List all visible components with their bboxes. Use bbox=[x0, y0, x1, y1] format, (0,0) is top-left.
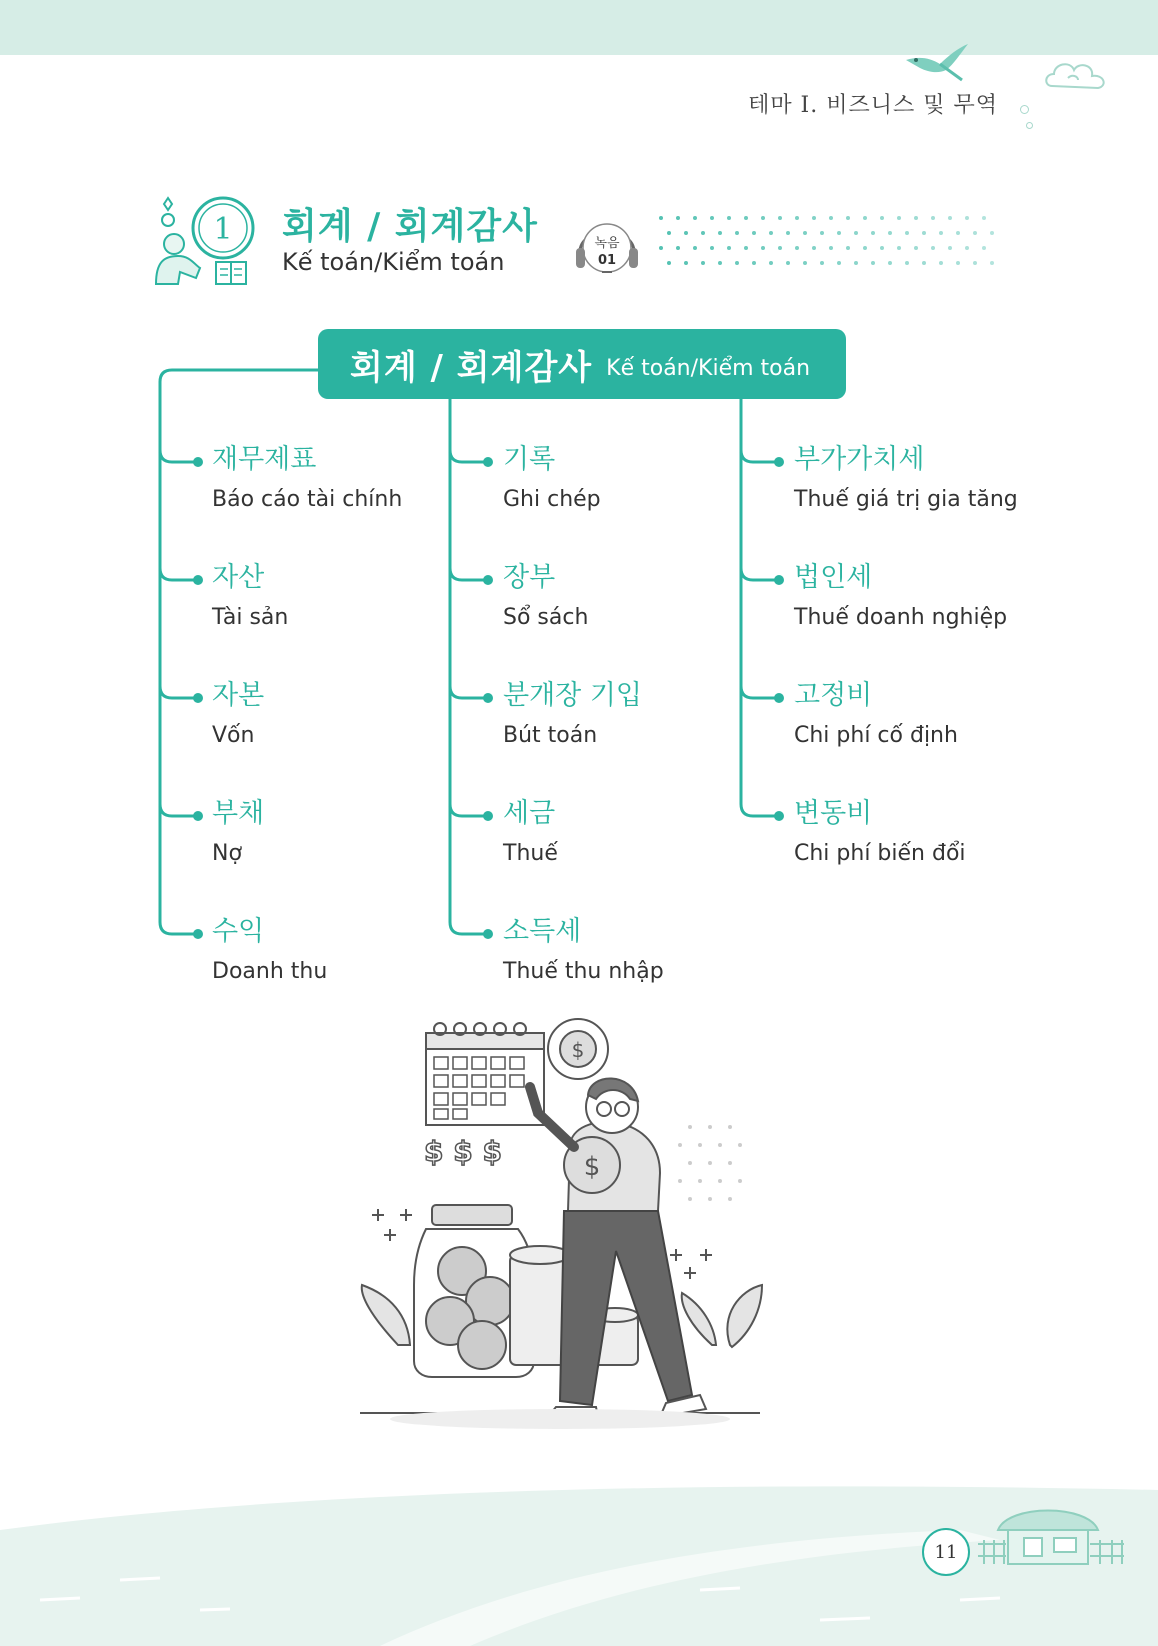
section-title-korean: 회계 / 회계감사 bbox=[282, 206, 538, 247]
dollar-signs: $ $ $ bbox=[424, 1135, 502, 1168]
vocab-item bbox=[503, 562, 588, 632]
vocab-korean: 장부 bbox=[503, 562, 556, 593]
vocab-korean: 자산 bbox=[212, 562, 265, 593]
vocab-item bbox=[503, 680, 642, 750]
vocab-item bbox=[212, 562, 288, 632]
vocab-vietnamese: Báo cáo tài chính bbox=[212, 487, 403, 512]
vocab-korean: 고정비 bbox=[794, 680, 873, 711]
vocab-vietnamese: Bút toán bbox=[503, 723, 598, 748]
mindmap-title-vietnamese: Kế toán/Kiểm toán bbox=[606, 355, 811, 381]
vocab-vietnamese: Vốn bbox=[212, 723, 255, 748]
vocab-korean: 변동비 bbox=[794, 798, 873, 829]
vocab-item bbox=[503, 444, 601, 514]
vocab-item bbox=[212, 680, 264, 750]
vocab-vietnamese: Nợ bbox=[212, 841, 242, 866]
vocab-vietnamese: Thuế giá trị gia tăng bbox=[794, 487, 1018, 512]
vocab-korean: 부채 bbox=[212, 798, 265, 829]
vocab-vietnamese: Tài sản bbox=[212, 605, 289, 630]
audio-label: 녹음 bbox=[594, 236, 620, 251]
vocab-korean: 부가가치세 bbox=[794, 444, 925, 475]
vocab-korean: 법인세 bbox=[794, 562, 873, 593]
mindmap-title-korean: 회계 / 회계감사 bbox=[350, 347, 593, 388]
vocab-item bbox=[503, 798, 558, 868]
vocab-item bbox=[794, 444, 1018, 514]
vocab-vietnamese: Thuế bbox=[503, 841, 558, 866]
svg-text:$: $ bbox=[571, 1038, 585, 1062]
vocab-korean: 세금 bbox=[503, 798, 556, 829]
mindmap-title-bar bbox=[318, 329, 846, 399]
vocab-item bbox=[794, 562, 1007, 632]
vocab-item bbox=[794, 798, 966, 868]
hut-icon bbox=[978, 1500, 1128, 1570]
vocab-korean: 수익 bbox=[212, 916, 265, 947]
vocab-korean: 재무제표 bbox=[212, 444, 317, 475]
vocab-korean: 기록 bbox=[503, 444, 556, 475]
vocab-item bbox=[212, 444, 402, 514]
vocab-item bbox=[212, 798, 264, 868]
svg-text:$: $ bbox=[583, 1152, 601, 1182]
vocab-vietnamese: Thuế doanh nghiệp bbox=[794, 605, 1008, 630]
vocab-item bbox=[212, 916, 327, 986]
vocab-vietnamese: Sổ sách bbox=[503, 605, 589, 630]
vocab-item bbox=[503, 916, 664, 986]
section-title-vietnamese: Kế toán/Kiểm toán bbox=[282, 248, 505, 276]
vocab-vietnamese: Chi phí biến đổi bbox=[794, 841, 966, 866]
coin-bubble-icon bbox=[548, 1019, 608, 1079]
calendar-icon bbox=[426, 1023, 544, 1125]
accounting-illustration bbox=[360, 1015, 800, 1455]
audio-track-number: 01 bbox=[597, 253, 617, 268]
vocab-korean: 자본 bbox=[212, 680, 265, 711]
vocab-item bbox=[794, 680, 958, 750]
vocab-vietnamese: Thuế thu nhập bbox=[503, 959, 664, 984]
vocab-korean: 소득세 bbox=[503, 916, 582, 947]
vocab-korean: 분개장 기입 bbox=[503, 680, 642, 711]
theme-header: 테마 I. 비즈니스 및 무역 bbox=[748, 93, 998, 118]
vocab-vietnamese: Chi phí cố định bbox=[794, 723, 958, 748]
vocab-vietnamese: Doanh thu bbox=[212, 959, 328, 984]
page-number: 11 bbox=[922, 1528, 970, 1576]
vocab-vietnamese: Ghi chép bbox=[503, 487, 601, 512]
section-number: 1 bbox=[213, 212, 233, 247]
